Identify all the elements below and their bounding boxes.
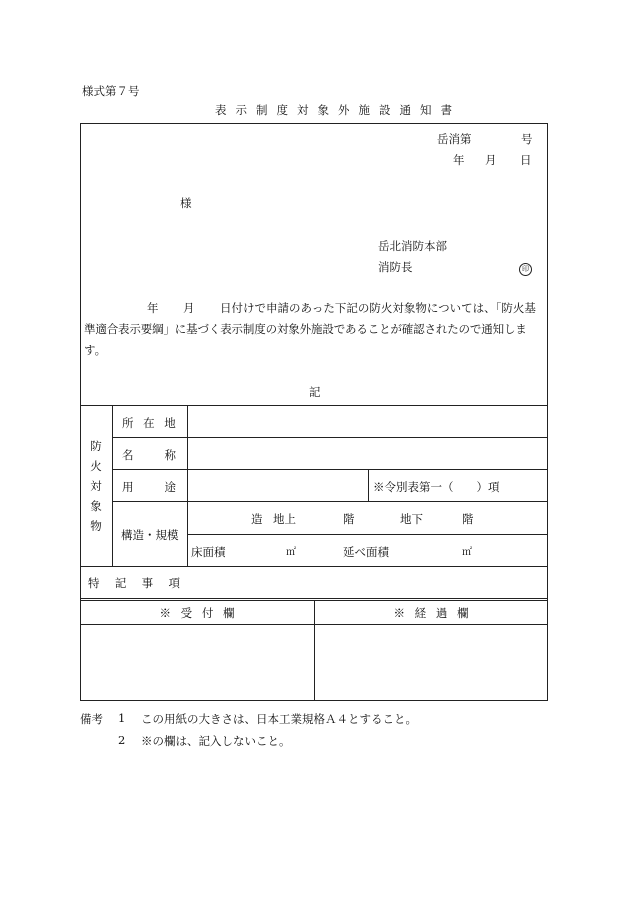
location-label: 所 在 地 <box>122 416 176 430</box>
col-line-use <box>368 469 369 501</box>
group-char-2: 火 <box>90 458 102 473</box>
special-char-2: 記 <box>114 576 127 590</box>
col-line-label <box>187 405 188 566</box>
note-2-text: ※の欄は、記入しないこと。 <box>141 734 291 748</box>
use-char-1: 用 <box>122 480 134 494</box>
progress-box-label: ※ 経 過 欄 <box>393 606 469 620</box>
sender-position: 消防長 <box>378 260 413 274</box>
body-line-1: 日付けで申請のあった下記の防火対象物については、「防火基 <box>220 301 536 315</box>
notes-label: 備考 <box>80 712 103 726</box>
body-line-3: す。 <box>84 343 107 357</box>
doc-number-prefix: 岳消第 <box>437 132 472 146</box>
special-label <box>88 575 180 591</box>
structure-chijo: 地上 <box>273 512 296 526</box>
table-top-line <box>80 405 548 406</box>
row-line-3 <box>112 501 548 502</box>
col-line-group <box>112 405 113 566</box>
note-1-text: この用紙の大きさは、日本工業規格Ａ４とすること。 <box>141 712 417 726</box>
floor-area-label: 床面積 <box>191 545 226 559</box>
structure-zou: 造 <box>251 512 263 526</box>
group-label <box>80 405 112 566</box>
body-year: 年 <box>147 301 159 315</box>
date-day: 日 <box>520 153 532 167</box>
note-1-number: 1 <box>118 711 126 725</box>
structure-chika: 地下 <box>400 512 423 526</box>
special-char-3: 事 <box>141 576 154 590</box>
name-char-1: 名 <box>122 448 134 462</box>
note-2-number: 2 <box>118 733 126 747</box>
group-char-3: 対 <box>90 478 102 493</box>
use-note: ※令別表第一（ ）項 <box>373 480 500 494</box>
total-area-label: 延べ面積 <box>343 545 389 559</box>
group-char-4: 象 <box>90 498 102 513</box>
name-label <box>122 447 176 463</box>
group-char-5: 物 <box>90 518 102 533</box>
special-char-1: 特 <box>88 576 100 590</box>
date-month: 月 <box>485 153 497 167</box>
row-line-6 <box>80 598 548 599</box>
body-month: 月 <box>183 301 195 315</box>
row-line-2 <box>112 469 548 470</box>
sender-org: 岳北消防本部 <box>378 239 447 253</box>
name-char-2: 称 <box>164 448 176 462</box>
row-line-1 <box>112 437 548 438</box>
reception-box-label: ※ 受 付 欄 <box>159 606 235 620</box>
date-year: 年 <box>453 153 465 167</box>
page-title: 表示制度対象外施設通知書 <box>215 103 461 117</box>
ki-heading: 記 <box>309 385 321 399</box>
row-line-5 <box>80 566 548 567</box>
structure-label: 構造・規模 <box>121 528 179 542</box>
row-line-4 <box>187 534 548 535</box>
structure-kai-1: 階 <box>343 512 355 526</box>
structure-kai-2: 階 <box>462 512 474 526</box>
body-line-2: 準適合表示要綱」に基づく表示制度の対象外施設であることが確認されたので通知しま <box>84 322 527 336</box>
use-char-2: 途 <box>164 480 176 494</box>
special-char-4: 項 <box>168 576 180 590</box>
group-char-1: 防 <box>90 438 102 453</box>
form-number: 様式第７号 <box>82 84 140 98</box>
seal-mark <box>519 260 532 276</box>
seal-icon: 印 <box>519 263 532 276</box>
floor-area-unit: ㎡ <box>286 547 296 558</box>
total-area-unit: ㎡ <box>462 547 472 558</box>
addressee-honorific: 様 <box>180 196 192 210</box>
use-label <box>122 479 176 495</box>
doc-number-suffix: 号 <box>521 132 533 146</box>
